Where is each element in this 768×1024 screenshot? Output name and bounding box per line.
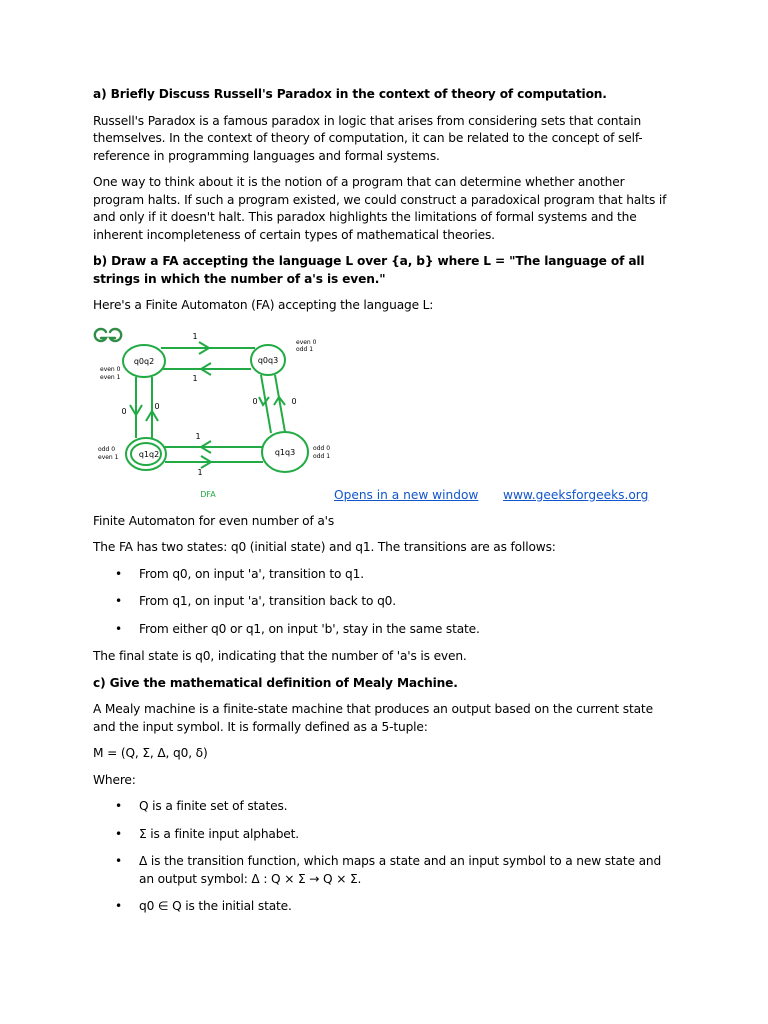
edge-label-bottom: 1 (197, 467, 203, 477)
dfa-diagram (93, 325, 673, 513)
mealy-tuple: M = (Q, Σ, Δ, q0, δ) (93, 746, 208, 760)
annotation-bottom-right-2: odd 1 (313, 452, 331, 460)
annotation-top-left-1: even 0 (100, 365, 121, 373)
edge-label-left-inner: 0 (154, 401, 160, 411)
geeksforgeeks-source-link[interactable]: www.geeksforgeeks.org (503, 487, 649, 502)
annotation-top-right-2: odd 1 (296, 345, 314, 353)
edge-label-top: 1 (192, 331, 198, 341)
question-c-heading: c) Give the mathematical definition of Mealy Machine. (93, 675, 458, 690)
state-label-bottom-left: q1q2 (138, 449, 160, 459)
annotation-bottom-left-1: odd 0 (98, 445, 116, 453)
document-page (93, 86, 673, 926)
final-state-note: The final state is q0, indicating that the number of 'a's is even. (93, 649, 467, 663)
state-label-bottom-right: q1q3 (274, 447, 296, 457)
question-a-heading: a) Briefly Discuss Russell's Paradox in the context of theory of computation. (93, 87, 607, 101)
transitions-list (93, 566, 673, 639)
geeksforgeeks-logo-icon (93, 325, 123, 345)
fa-intro: Here's a Finite Automaton (FA) accepting the language L: (93, 298, 434, 312)
where-label: Where: (93, 772, 136, 787)
mealy-components-list (93, 798, 673, 916)
list-item: • Q is a finite set of states. (93, 798, 673, 816)
opens-new-window-link[interactable]: Opens in a new window (334, 487, 479, 502)
fa-caption: Finite Automaton for even number of a's (93, 513, 335, 528)
edge-label-bottom-inner: 1 (195, 431, 201, 441)
list-item: • q0 ∈ Q is the initial state. (93, 898, 673, 916)
list-item: • From q0, on input 'a', transition to q1. (93, 566, 673, 584)
russell-paragraph-1: Russell's Paradox is a famous paradox in logic that arises from considering sets that contain themselves. In the context of theory of computation, it can be related to the concept of self-reference in programming languages and formal systems. (93, 113, 643, 163)
edge-label-left-outer: 0 (121, 406, 127, 416)
list-item: • Δ is the transition function, which maps a state and an input symbol to a new state and an output symbol: Δ : Q × Σ → Q × Σ. (93, 853, 673, 888)
dfa-figure (93, 325, 673, 513)
state-label-top-right: q0q3 (257, 355, 279, 365)
dfa-caption-label: DFA (200, 489, 216, 499)
mealy-definition: A Mealy machine is a finite-state machine that produces an output based on the current state and the input symbol. It is formally defined as a 5-tuple: (93, 702, 653, 734)
edge-label-top-inner: 1 (192, 373, 198, 383)
list-item: • Σ is a finite input alphabet. (93, 826, 673, 844)
list-item: • From q1, on input 'a', transition back to q0. (93, 593, 673, 611)
russell-paragraph-2: One way to think about it is the notion of a program that can determine whether another program halts. If such a program existed, we could construct a paradoxical program that halts if and only if it doesn't halt. This paradox highlights the limitations of formal systems and the inherent incompleteness of certain types of mathematical theories. (93, 175, 667, 242)
edge-label-right-inner: 0 (252, 396, 258, 406)
annotation-top-left-2: even 1 (100, 373, 121, 381)
annotation-bottom-right-1: odd 0 (313, 444, 331, 452)
annotation-top-right-1: even 0 (296, 338, 317, 346)
transitions-intro: The FA has two states: q0 (initial state) and q1. The transitions are as follows: (93, 540, 556, 554)
state-label-top-left: q0q2 (133, 356, 155, 366)
edge-label-right-outer: 0 (291, 396, 297, 406)
question-b-heading: b) Draw a FA accepting the language L over {a, b} where L = "The language of all strings in which the number of a's is even." (93, 254, 645, 286)
list-item: • From either q0 or q1, on input 'b', stay in the same state. (93, 621, 673, 639)
annotation-bottom-left-2: even 1 (98, 453, 119, 461)
